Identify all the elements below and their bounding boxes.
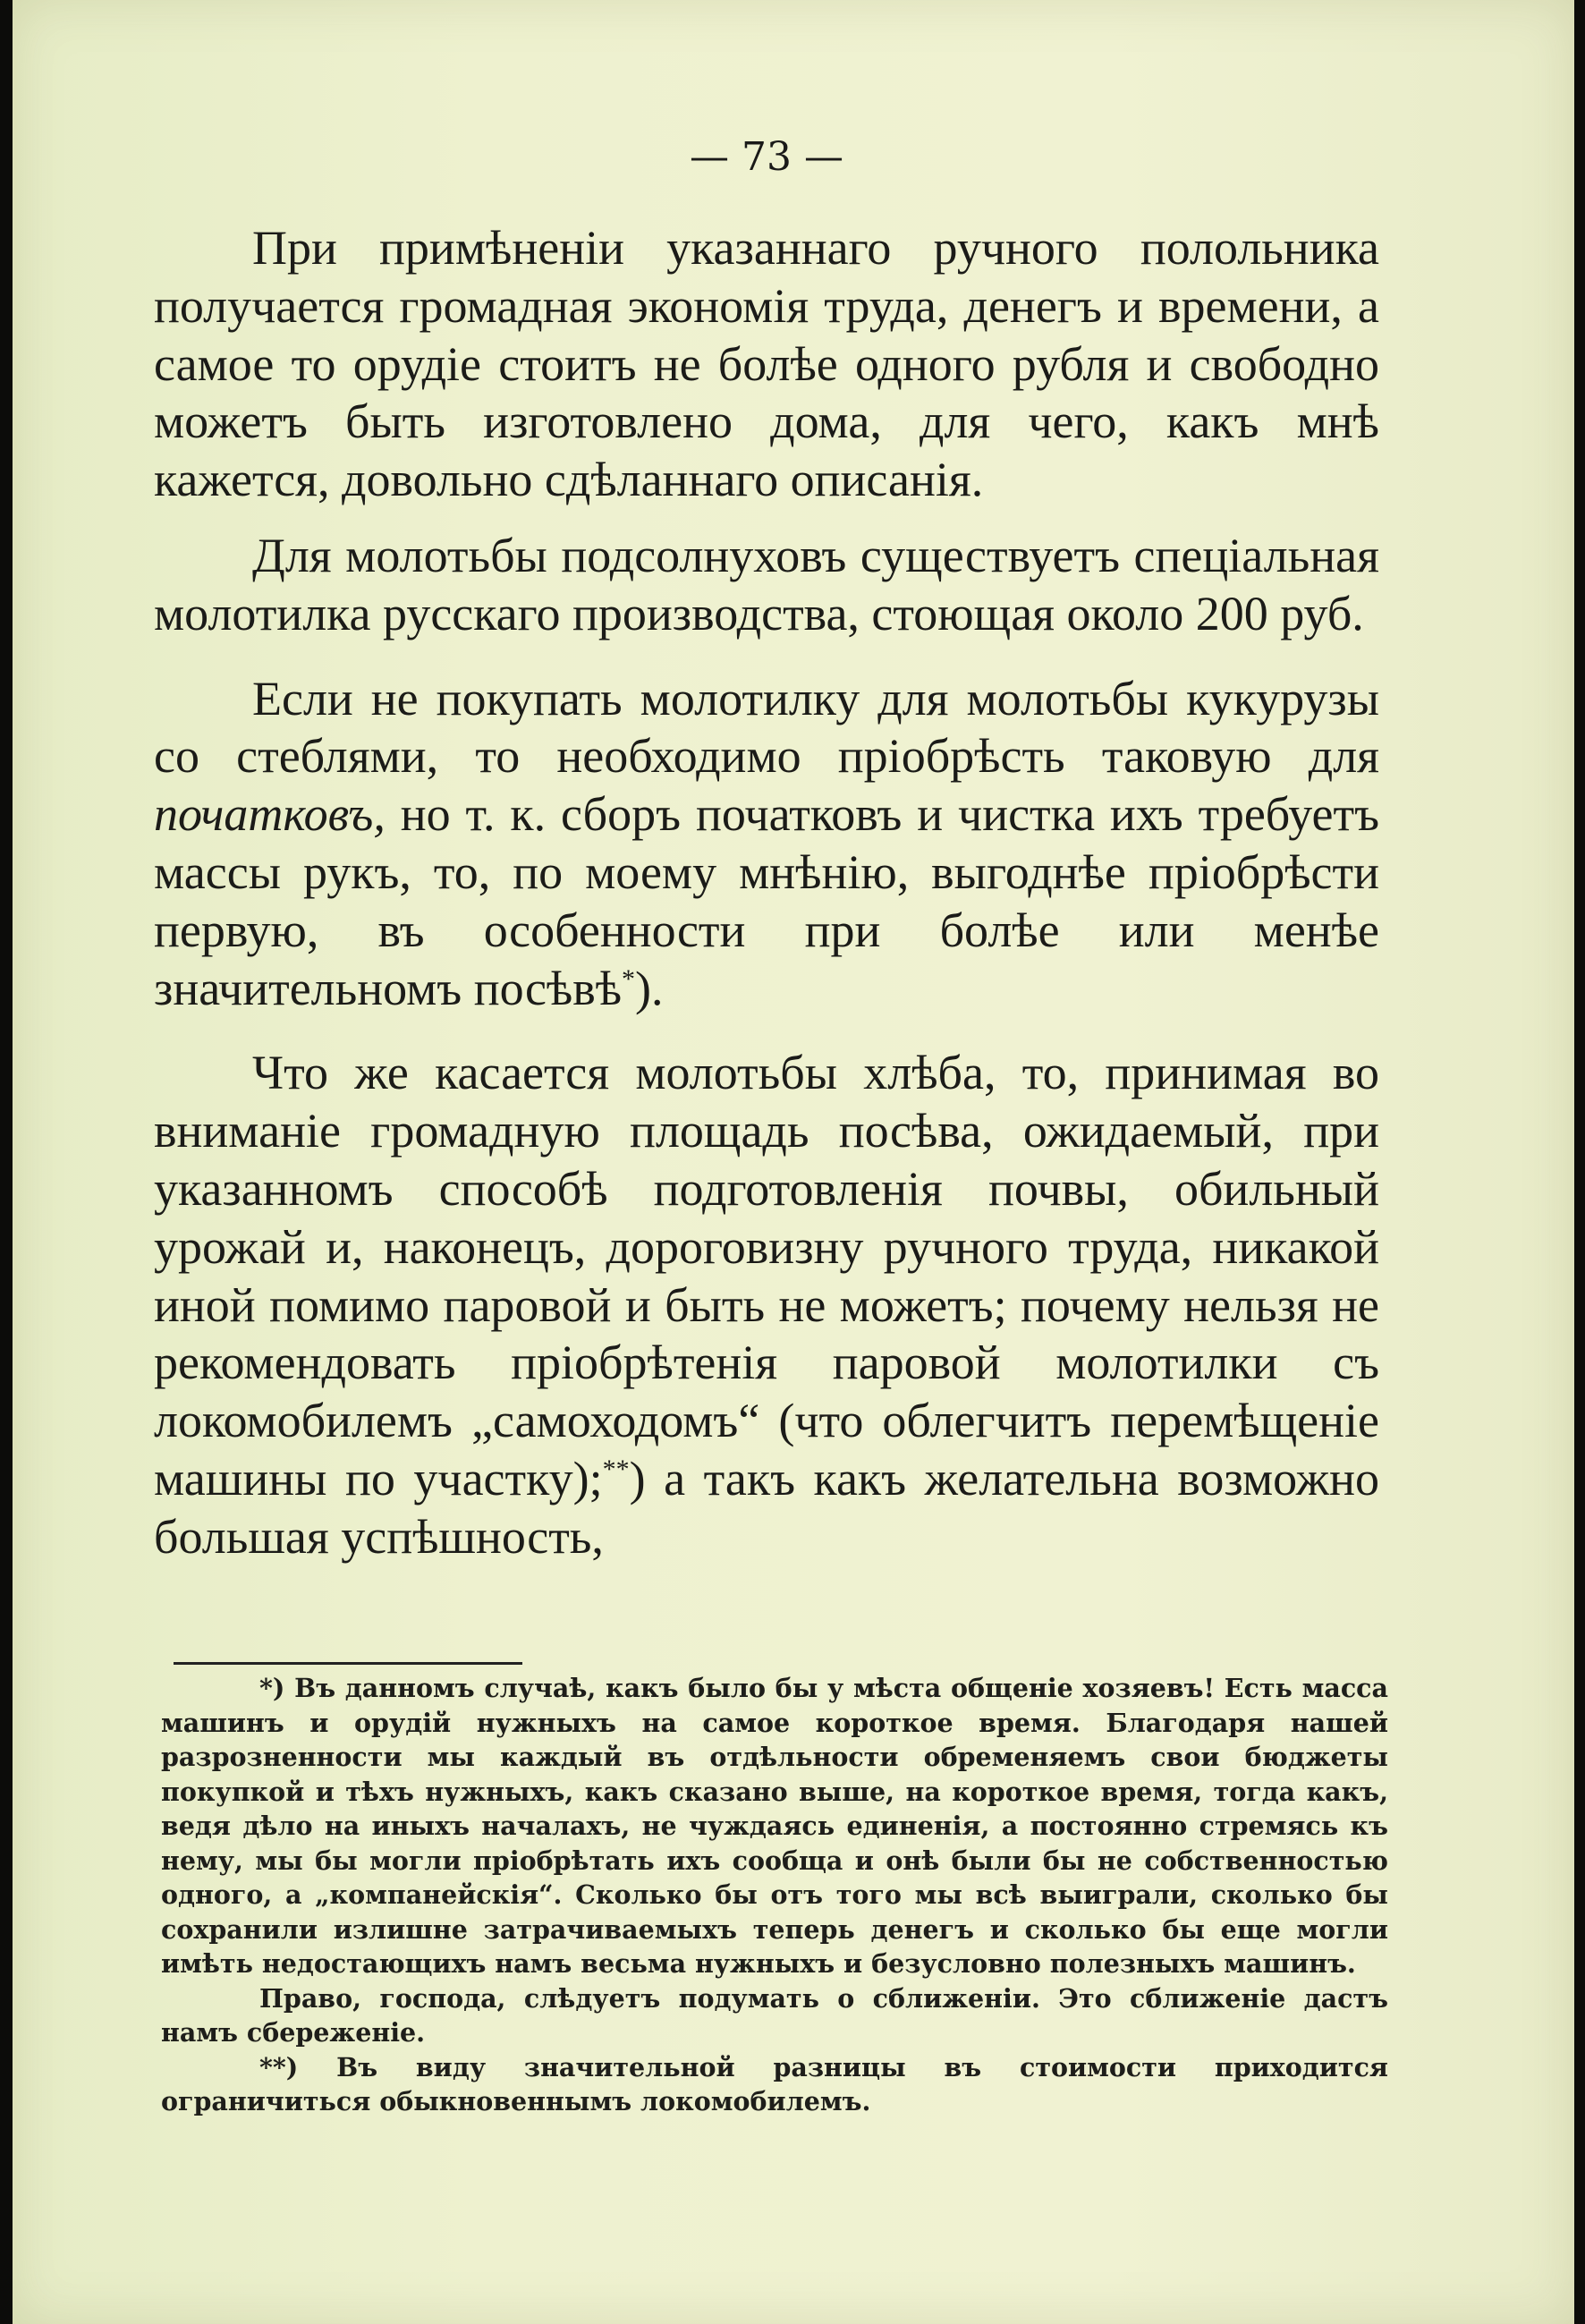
book-page <box>13 0 1574 2324</box>
paragraph-sunflower-thresher: Для молотьбы подсолнуховъ существуетъ спеціальная молотилка русскаго производства, стоющая около 200 руб. <box>154 528 1379 640</box>
paragraph-steam-thresher <box>154 1044 1379 1565</box>
paragraph-corn-text-2: но т. к. сборъ початковъ и чистка ихъ требуетъ массы рукъ, то, по моему мнѣнію, выгоднѣе пріобрѣсти первую, въ особенности при болѣе или менѣе значительномъ посѣвѣ <box>154 787 1379 1015</box>
footnotes <box>161 1671 1388 2119</box>
main-text <box>154 219 1379 1593</box>
paragraph-steam-text-1: Что же касается молотьбы хлѣба, то, принимая во вниманіе громадную площадь посѣва, ожидаемый, при указанномъ способѣ подготовленія почвы, обильный урожай и, наконецъ, дороговизну ручного труда, никакой иной помимо паровой и быть не можетъ; почему нельзя не рекомендовать пріобрѣтенія паровой молотилки съ локомобилемъ „самоходомъ“ (что облегчитъ перемѣщеніе машины по участку); <box>154 1046 1379 1506</box>
footnote-2: **) Въ виду значительной разницы въ стоимости приходится ограничиться обыкновеннымъ локомобилемъ. <box>161 2051 1388 2116</box>
paragraph-corn-text-1: Если не покупать молотилку для молотьбы кукурузы со стеблями, то необходимо пріобрѣсть таковую для <box>154 671 1379 784</box>
footnote-mark-1: * <box>622 963 636 994</box>
footnote-1: *) Въ данномъ случаѣ, какъ было бы у мѣста общеніе хозяевъ! Есть масса машинъ и орудій нужныхъ на самое короткое время. Благодаря нашей разрозненности мы каждый въ отдѣльности обременяемъ свои бюджеты покупкой и тѣхъ нужныхъ, какъ сказано выше, на короткое время, тогда какъ, ведя дѣло на иныхъ началахъ, не чуждаясь единенія, а постоянно стремясь къ нему, мы бы могли пріобрѣтать ихъ сообща и онѣ были бы не собственностью одного, а „компанейскія“. Сколько бы отъ того мы всѣ выиграли, сколько бы сохранили излишне затрачиваемыхъ теперь денегъ и сколько бы еще могли имѣть недостающихъ намъ весьма нужныхъ и безусловно полезныхъ машинъ. <box>161 1673 1388 1979</box>
paragraph-steam-text-2: ) а такъ какъ желательна возможно большая успѣшность, <box>154 1451 1379 1564</box>
paragraph-weeder: При примѣненіи указаннаго ручного полольника получается громадная экономія труда, денегъ и времени, а самое то орудіе стоитъ не болѣе одного рубля и свободно можетъ быть изготовлено дома, для чего, какъ мнѣ кажется, довольно сдѣланнаго описанія. <box>154 221 1379 507</box>
paragraph-corn-text-3: ). <box>635 961 664 1015</box>
footnote-mark-2: ** <box>602 1454 630 1484</box>
page-number: — 73 — <box>690 134 843 180</box>
footnote-divider <box>174 1662 522 1665</box>
footnote-1-continued: Право, господа, слѣдуетъ подумать о сближеніи. Это сближеніе дастъ намъ сбереженіе. <box>161 1982 1388 2048</box>
italic-word: початковъ, <box>154 787 386 842</box>
paragraph-corn-thresher <box>154 670 1379 1018</box>
